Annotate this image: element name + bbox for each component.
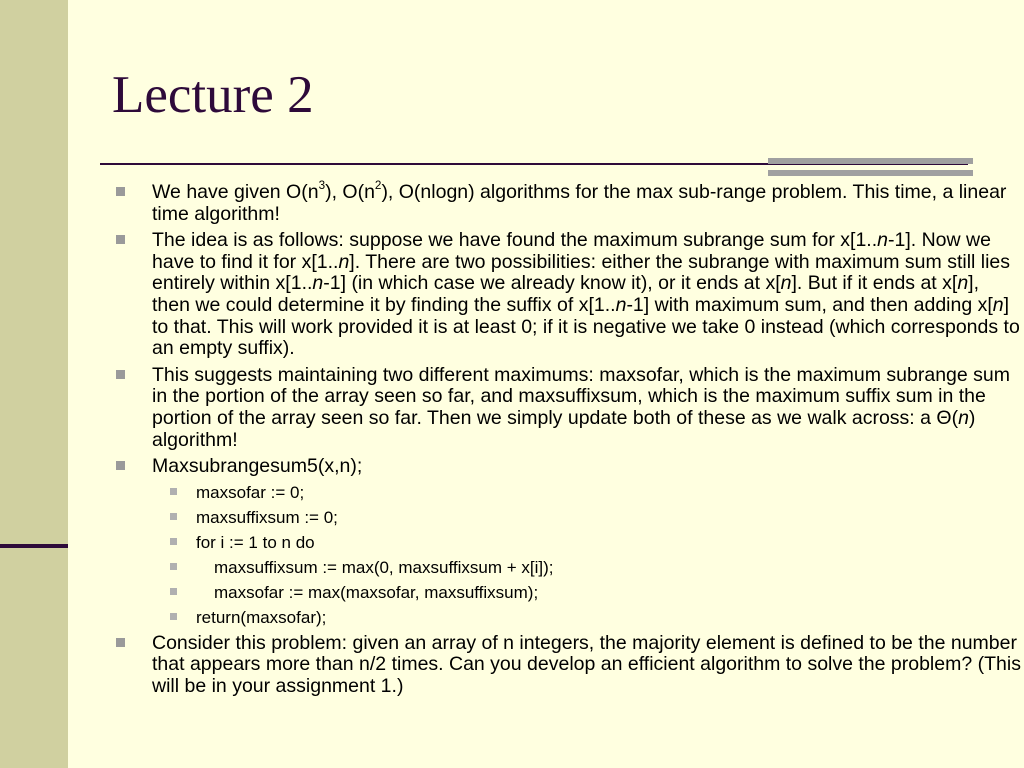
italic-variable: n [615,293,627,316]
bullet-text: The idea is as follows: suppose we have found the maximum subrange sum for x[1.. [152,229,878,252]
slide-title: Lecture 2 [112,66,314,124]
decorative-double-bar [768,158,973,178]
bullet-function-signature [112,456,1022,478]
bullet-text: -1] with maximum sum, and then adding x[ [626,293,993,316]
small-square-bullet-icon [170,488,177,495]
left-band-rule [0,544,68,548]
bullet-text: Maxsubrangesum5(x,n); [152,455,363,478]
code-text: maxsuffixsum := max(0, maxsuffixsum + x[i]); [214,557,554,577]
bullet-text: This suggests maintaining two different maximums: maxsofar, which is the maximum subrange sum in the portion of the array seen so far, and maxsuffixsum, which is the maximum suffix sum in the portion of the array seen so far. Then we simply update both of these as we walk across: a Θ( [152,363,1010,429]
bullet-text: -1] (in which case we already know it), or it ends at x[ [323,272,781,295]
italic-variable: n [338,250,350,273]
code-line [112,608,1022,627]
italic-variable: n [958,406,969,429]
small-square-bullet-icon [170,538,177,545]
square-bullet-icon [116,370,125,379]
small-square-bullet-icon [170,563,177,570]
bullet-algorithms-intro [112,179,1022,225]
bullet-text: ), O(nlogn) algorithms for the max sub-range problem. This time, a linear time algorithm! [152,181,1007,225]
superscript: 2 [374,179,382,193]
left-decorative-band [0,0,68,768]
bullet-text: ]. There are two possibilities: either the subrange with maximum sum still lies entirely within x[1.. [152,250,1011,295]
code-line [112,483,1022,502]
italic-variable: n [877,229,888,252]
italic-variable: n [312,272,324,295]
code-line [112,508,1022,527]
bullet-text: We have given O(n [152,181,319,203]
superscript: 3 [318,179,326,193]
code-text: return(maxsofar); [196,607,327,627]
square-bullet-icon [116,187,125,196]
bullet-text: ] to that. This will work provided it is at least 0; if it is negative we take 0 instead (which corresponds to an empty suffix). [152,293,1020,360]
square-bullet-icon [116,461,125,470]
bullet-majority-problem [112,633,1022,698]
bullet-two-maximums [112,365,1022,451]
slide-content [112,179,1022,703]
bullet-text: ]. But if it ends at x[ [791,272,958,295]
square-bullet-icon [116,638,125,647]
italic-variable: n [780,272,792,295]
bullet-text: ) algorithm! [152,406,976,451]
code-line [112,583,1022,602]
bullet-text: -1]. Now we have to find it for x[1.. [152,229,991,273]
bullet-text: ], then we could determine it by finding the suffix of x[1.. [152,272,980,316]
small-square-bullet-icon [170,613,177,620]
code-line [112,533,1022,552]
small-square-bullet-icon [170,513,177,520]
italic-variable: n [957,272,969,295]
code-text: maxsofar := 0; [196,482,305,502]
bullet-text: Consider this problem: given an array of n integers, the majority element is defined to be the number that appears more than n/2 times. Can you develop an efficient algorithm to solve the problem? (This will be in your assignment 1.) [152,631,1021,697]
small-square-bullet-icon [170,588,177,595]
italic-variable: n [992,293,1004,316]
code-line [112,558,1022,577]
code-text: maxsofar := max(maxsofar, maxsuffixsum); [214,582,539,602]
code-text: for i := 1 to n do [196,532,315,552]
bullet-idea [112,230,1022,360]
bullet-text: ), O(n [325,181,375,203]
bullet-list [112,179,1022,698]
code-text: maxsuffixsum := 0; [196,507,338,527]
square-bullet-icon [116,235,125,244]
